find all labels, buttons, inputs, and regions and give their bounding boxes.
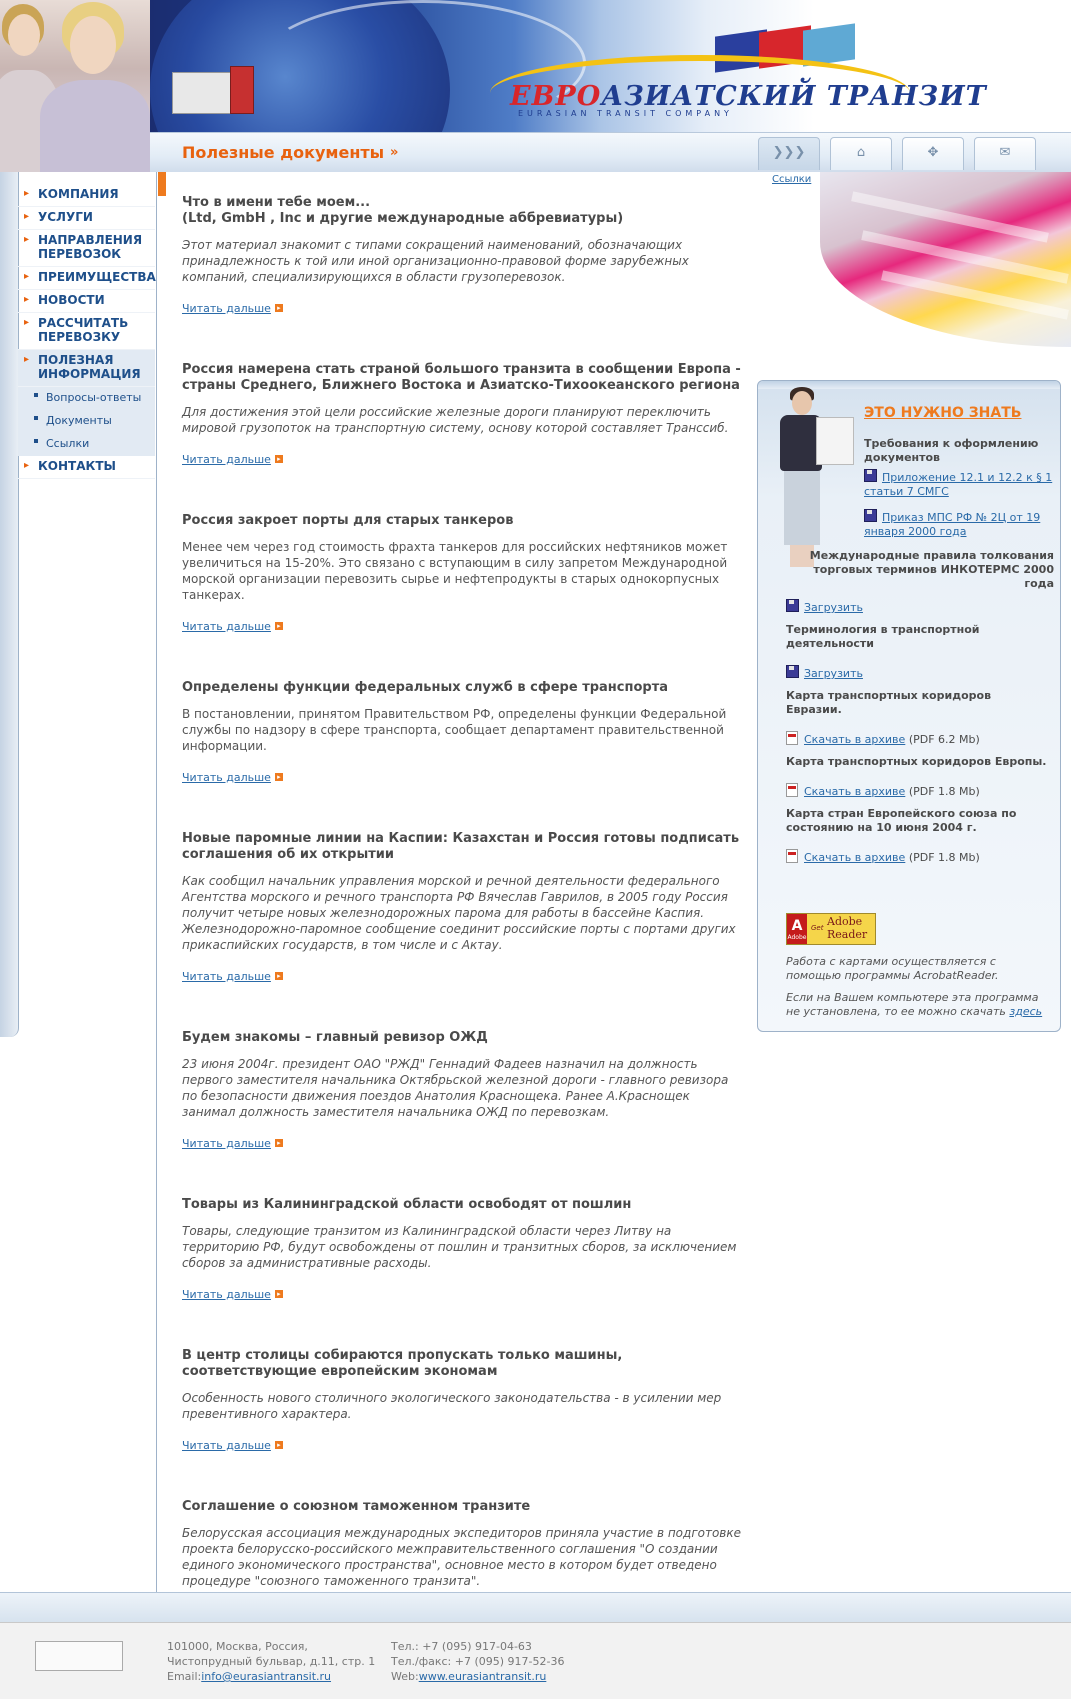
title-arrow-icon: » — [390, 145, 399, 160]
sitemap-icon: ✥ — [927, 145, 939, 160]
home-icon: ⌂ — [856, 145, 866, 160]
map-europe-heading: Карта транспортных коридоров Европы. — [786, 755, 1047, 768]
page-title: Полезные документы — [182, 143, 385, 162]
box-title[interactable]: ЭТО НУЖНО ЗНАТЬ — [864, 405, 1022, 421]
article-text: Менее чем через год стоимость фрахта танкеров для российских нефтяников может увеличиться на 15-20%. Это связано с вступающим в силу запретом Международной морской организации перевозить сырье и нефтепродукты в старых однокорпусных танкерах. — [182, 540, 728, 602]
orange-marker — [158, 172, 166, 196]
useful-info-box — [757, 380, 1061, 1032]
arrow-right-icon: ▸ — [275, 1290, 283, 1298]
article-text: Белорусская ассоциация международных экспедиторов приняла участие в подготовке проекта белорусско-российского межправительственного соглашения "О создании единого экономического пространства", основное место в котором будет отведено процедуре "союзного таможенного транзита". — [182, 1526, 742, 1588]
nav-list — [18, 184, 155, 479]
arrow-right-icon: ▸ — [275, 1139, 283, 1147]
footer — [0, 1622, 1071, 1699]
nav-item-useful-info[interactable]: ▸ ПОЛЕЗНАЯ ИНФОРМАЦИЯ — [18, 350, 155, 387]
article-text: Товары, следующие транзитом из Калининградской области через Литву на территорию РФ, будут освобождены от пошлин и транзитных сборов, за исключением сборов за административные расходы. — [182, 1224, 737, 1270]
incoterms-heading: Международные правила толкования торговых терминов ИНКОТЕРМС 2000 года — [809, 549, 1054, 590]
chevron-right-icon: ▸ — [24, 271, 30, 282]
counter-box — [35, 1641, 123, 1671]
article-title[interactable]: Определены функции федеральных служб в сфере транспорта — [182, 680, 669, 695]
chevron-right-icon: ▸ — [24, 188, 30, 199]
article-text: Как сообщил начальник управления морской и речной деятельности федерального Агентства морского и речного транспорта РФ Вячеслав Гаврилов, в 2005 году Россия получит четыре новых железнодорожных парома для работы в бассейне Каспия. Железнодорожно-паромное сообщение соединит российские порты с портами других прикаспийских государств, в том числе и с Актау. — [182, 874, 736, 952]
nav-item-directions[interactable]: ▸ НАПРАВЛЕНИЯ ПЕРЕВОЗОК — [18, 230, 155, 267]
article-title[interactable]: Россия закроет порты для старых танкеров — [182, 513, 514, 528]
nav-item-company[interactable]: ▸ КОМПАНИЯ — [18, 184, 155, 207]
article-title[interactable]: В центр столицы собираются пропускать только машины, соответствующие европейским экономам — [182, 1348, 623, 1379]
article-title[interactable]: Россия намерена стать страной большого транзита в сообщении Европа - страны Среднего, Ближнего Востока и Азиатско-Тихоокеанского региона — [182, 362, 741, 393]
arrow-right-icon: ▸ — [275, 972, 283, 980]
article-title[interactable]: Соглашение о союзном таможенном транзите — [182, 1499, 531, 1514]
nav-item-advantages[interactable]: ▸ ПРЕИМУЩЕСТВА — [18, 267, 155, 290]
truck-cab-graphic — [230, 66, 254, 114]
article-title[interactable]: Будем знакомы – главный ревизор ОЖД — [182, 1030, 488, 1045]
footer-web: Web:www.eurasiantransit.ru — [391, 1670, 547, 1683]
article — [182, 680, 742, 785]
bullet-icon — [34, 439, 38, 443]
doc-link-smgs[interactable]: Приложение 12.1 и 12.2 к § 1 статьи 7 СМГС — [864, 471, 1053, 498]
arrows-icon: ❯❯❯ — [772, 145, 806, 160]
download-terminology[interactable]: Загрузить — [786, 665, 863, 681]
people-photo — [0, 0, 150, 172]
footer-phone: Тел.: +7 (095) 917-04-63 — [391, 1640, 532, 1653]
read-more-link[interactable]: Читать дальше ▸ — [182, 302, 283, 315]
nav-item-services[interactable]: ▸ УСЛУГИ — [18, 207, 155, 230]
download-map-eu[interactable]: Скачать в архиве (PDF 1.8 Mb) — [786, 849, 980, 865]
article — [182, 831, 742, 984]
chevron-right-icon: ▸ — [24, 460, 30, 471]
company-logo[interactable] — [470, 25, 987, 125]
requirements-heading: Требования к оформлению документов — [864, 437, 1039, 464]
article-title[interactable]: Что в имени тебе моем... (Ltd, GmbH , Inc и другие международные аббревиатуры) — [182, 195, 624, 226]
disk-icon — [864, 509, 877, 522]
article-title[interactable]: Товары из Калининградской области освободят от пошлин — [182, 1197, 632, 1212]
pdf-icon — [786, 731, 798, 745]
doc-link-order[interactable]: Приказ МПС РФ № 2Ц от 19 января 2000 года — [864, 511, 1041, 538]
chevron-right-icon: ▸ — [24, 294, 30, 305]
arrow-right-icon: ▸ — [275, 622, 283, 630]
arrows-tab[interactable] — [758, 137, 820, 170]
pdf-icon — [786, 849, 798, 863]
get-adobe-reader-button[interactable]: A Adobe Get Adobe Reader — [786, 913, 876, 945]
read-more-link[interactable]: Читать дальше ▸ — [182, 1439, 283, 1452]
map-eu-heading: Карта стран Европейского союза по состоянию на 10 июня 2004 г. — [786, 807, 1017, 834]
folders-photo — [820, 172, 1071, 347]
footer-fax: Тел./факс: +7 (095) 917-52-36 — [391, 1655, 565, 1668]
download-incoterms[interactable]: Загрузить — [786, 599, 863, 615]
chevron-right-icon: ▸ — [24, 234, 30, 245]
chevron-right-icon: ▸ — [24, 211, 30, 222]
terminology-heading: Терминология в транспортной деятельности — [786, 623, 980, 650]
web-link[interactable]: www.eurasiantransit.ru — [418, 1670, 547, 1683]
read-more-link[interactable]: Читать дальше ▸ — [182, 1137, 283, 1150]
nav-item-news[interactable]: ▸ НОВОСТИ — [18, 290, 155, 313]
article-text: В постановлении, принятом Правительством РФ, определены функции Федеральной службы по надзору в сфере транспорта, сообщает департамент правительственной информации. — [182, 707, 727, 753]
sub-item-documents[interactable]: Документы — [18, 410, 155, 433]
mail-tab[interactable] — [974, 137, 1036, 170]
map-eurasia-heading: Карта транспортных коридоров Евразии. — [786, 689, 992, 716]
read-more-link[interactable]: Читать дальше ▸ — [182, 970, 283, 983]
read-more-link[interactable]: Читать дальше ▸ — [182, 1288, 283, 1301]
read-more-link[interactable]: Читать дальше ▸ — [182, 771, 283, 784]
logo-title: ЕВРОАЗИАТСКИЙ ТРАНЗИТ — [510, 81, 987, 112]
article-text: Для достижения этой цели российские железные дороги планируют переключить мировой грузопоток на транспортную систему, основу которой составляет Транссиб. — [182, 405, 729, 435]
article-text: Особенность нового столичного экологического законодательства - в усилении мер превентивного характера. — [182, 1391, 722, 1421]
sub-item-links[interactable]: Ссылки — [18, 433, 155, 456]
nav-item-contacts[interactable]: ▸ КОНТАКТЫ — [18, 456, 155, 479]
footer-address-1: 101000, Москва, Россия, — [167, 1640, 308, 1653]
arrow-right-icon: ▸ — [275, 773, 283, 781]
article — [182, 1030, 742, 1151]
title-bar — [150, 132, 1071, 172]
disk-icon — [786, 665, 799, 678]
woman-illustration — [766, 387, 846, 573]
article — [182, 362, 742, 467]
email-link[interactable]: info@eurasiantransit.ru — [201, 1670, 332, 1683]
left-rail — [0, 172, 19, 1037]
logo-subtitle: EURASIAN TRANSIT COMPANY — [518, 109, 733, 118]
arrow-right-icon: ▸ — [275, 1441, 283, 1449]
read-more-link[interactable]: Читать дальше ▸ — [182, 620, 283, 633]
arrow-right-icon: ▸ — [275, 304, 283, 312]
bullet-icon — [34, 416, 38, 420]
bullet-icon — [34, 393, 38, 397]
download-map-eurasia[interactable]: Скачать в архиве (PDF 6.2 Mb) — [786, 731, 980, 747]
chevron-right-icon: ▸ — [24, 354, 30, 365]
article-text: 23 июня 2004г. президент ОАО "РЖД" Геннадий Фадеев назначил на должность первого заместителя начальника Октябрьской железной дороги - главного ревизора по безопасности движения поездов Анатолия Краснощека. Ранее А.Краснощек занимал должность заместителя начальника ОЖД по перевозкам. — [182, 1057, 729, 1119]
bottom-bar — [0, 1592, 1071, 1623]
read-more-link[interactable]: Читать дальше ▸ — [182, 453, 283, 466]
nav-sub-container — [18, 387, 155, 456]
article-title[interactable]: Новые паромные линии на Каспии: Казахстан и Россия готовы подписать соглашения об их открытии — [182, 831, 740, 862]
left-divider — [156, 172, 157, 1592]
footer-address-2: Чистопрудный бульвар, д.11, стр. 1 — [167, 1655, 376, 1668]
home-tab[interactable] — [830, 137, 892, 170]
pdf-icon — [786, 783, 798, 797]
sitemap-tab[interactable] — [902, 137, 964, 170]
article — [182, 195, 742, 316]
article — [182, 1197, 742, 1302]
mail-icon: ✉ — [999, 145, 1011, 160]
download-here-link[interactable]: здесь — [1009, 1005, 1043, 1018]
nav-sub-list — [18, 387, 155, 456]
footer-email: Email:info@eurasiantransit.ru — [167, 1670, 332, 1683]
download-note: Если на Вашем компьютере эта программа не установлена, то ее можно скачать здесь — [786, 991, 1043, 1018]
chevron-right-icon: ▸ — [24, 317, 30, 328]
header — [0, 0, 1071, 172]
adobe-logo-icon: A — [787, 914, 807, 944]
disk-icon — [786, 599, 799, 612]
nav-item-calculate[interactable]: ▸ РАССЧИТАТЬ ПЕРЕВОЗКУ — [18, 313, 155, 350]
article — [182, 513, 742, 634]
article-text: Этот материал знакомит с типами сокращений наименований, обозначающих принадлежность к той или иной организационно-правовой форме зарубежных компаний, специализирующихся в области грузоперевозок. — [182, 238, 689, 284]
sub-item-faq[interactable]: Вопросы-ответы — [18, 387, 155, 410]
article — [182, 1348, 742, 1453]
disk-icon — [864, 469, 877, 482]
links-link[interactable]: Ссылки — [772, 174, 812, 185]
acrobat-note: Работа с картами осуществляется с помощью программы AcrobatReader. — [786, 955, 999, 982]
articles-list — [182, 195, 742, 1666]
download-map-europe[interactable]: Скачать в архиве (PDF 1.8 Mb) — [786, 783, 980, 799]
arrow-right-icon: ▸ — [275, 455, 283, 463]
left-nav — [0, 172, 157, 1592]
